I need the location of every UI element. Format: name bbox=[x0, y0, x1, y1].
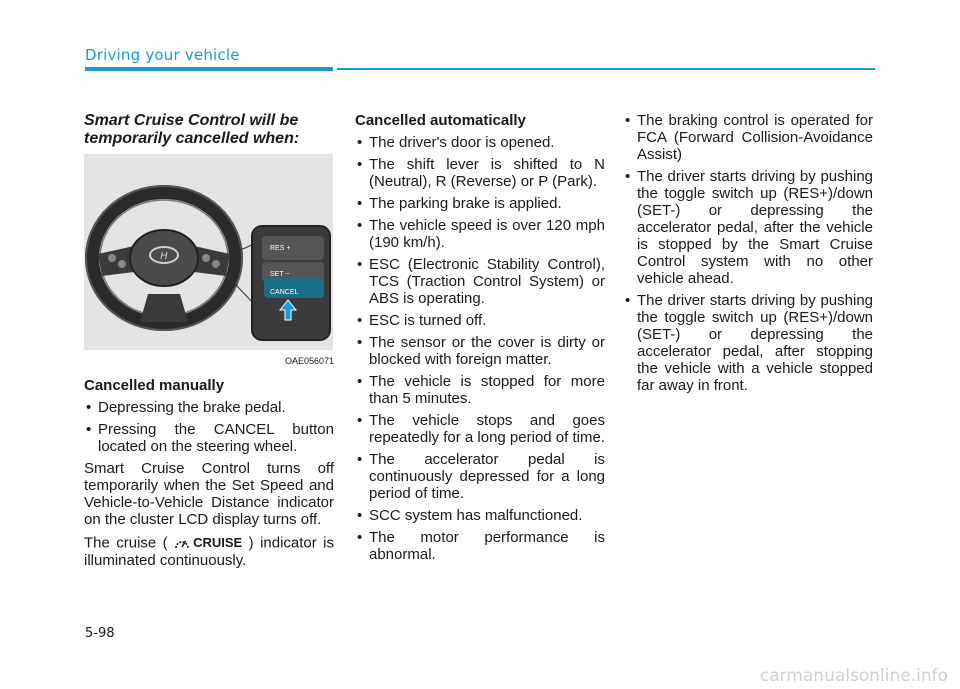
speedometer-icon bbox=[174, 536, 190, 550]
switch-label-res: RES + bbox=[270, 245, 291, 252]
list-item: • The vehicle stops and goes repeatedly for a long period of time. bbox=[355, 412, 605, 446]
list-item: • SCC system has malfunctioned. bbox=[355, 507, 605, 524]
list-item: • The shift lever is shifted to N (Neutral), R (Reverse) or P (Park). bbox=[355, 156, 605, 190]
paragraph-text: ) indicator is illuminated continuously. bbox=[84, 534, 335, 569]
page-number: 5-98 bbox=[85, 626, 115, 641]
list-item: • The motor performance is abnormal. bbox=[355, 529, 605, 563]
subheading-manual: Cancelled manually bbox=[84, 377, 225, 394]
list-item: • The vehicle speed is over 120 mph (190 km/h). bbox=[355, 217, 605, 251]
list-item: • The driver starts driving by pushing the toggle switch up (RES+)/down (SET-) or depressing the accelerator pedal, after stopping the vehicle with a vehicle stopped far away in front. bbox=[623, 292, 873, 394]
paragraph-indicator bbox=[84, 534, 334, 569]
header-rule bbox=[337, 68, 875, 70]
column-middle bbox=[355, 112, 605, 568]
watermark: carmanualsonline.info bbox=[759, 666, 948, 686]
manual-list bbox=[84, 399, 334, 455]
subheading-automatic: Cancelled automatically bbox=[355, 112, 526, 129]
automatic-list-continued bbox=[623, 112, 873, 394]
cruise-indicator bbox=[174, 534, 242, 551]
svg-text:H: H bbox=[160, 251, 168, 262]
list-item: • ESC (Electronic Stability Control), TCS (Traction Control System) or ABS is operating. bbox=[355, 256, 605, 307]
list-item: • The parking brake is applied. bbox=[355, 195, 605, 212]
column-left bbox=[84, 112, 334, 575]
switch-label-set: SET − bbox=[270, 271, 290, 278]
list-item: • The driver starts driving by pushing the toggle switch up (RES+)/down (SET-) or depressing the accelerator pedal, after the vehicle is stopped by the Smart Cruise Control system with no other vehicle ahead. bbox=[623, 168, 873, 287]
list-item: • The sensor or the cover is dirty or blocked with foreign matter. bbox=[355, 334, 605, 368]
automatic-list bbox=[355, 134, 605, 563]
list-item: • Pressing the CANCEL button located on the steering wheel. bbox=[84, 421, 334, 455]
paragraph-text: The cruise ( bbox=[84, 534, 168, 552]
list-item: • The braking control is operated for FCA (Forward Collision-Avoidance Assist) bbox=[623, 112, 873, 163]
steering-wheel-illustration bbox=[84, 154, 333, 350]
section-title: Driving your vehicle bbox=[85, 46, 240, 64]
header-rule-accent bbox=[85, 67, 333, 71]
list-item: • ESC is turned off. bbox=[355, 312, 605, 329]
steering-wheel-figure bbox=[84, 154, 333, 350]
figure-caption: OAE056071 bbox=[284, 356, 334, 366]
column-right bbox=[623, 112, 873, 399]
section-heading: Smart Cruise Control will be temporarily cancelled when: bbox=[84, 112, 300, 147]
list-item: • The vehicle is stopped for more than 5 minutes. bbox=[355, 373, 605, 407]
list-item: • Depressing the brake pedal. bbox=[84, 399, 334, 416]
switch-label-cancel: CANCEL bbox=[270, 289, 299, 296]
paragraph: Smart Cruise Control turns off temporarily when the Set Speed and Vehicle-to-Vehicle Distance indicator on the cluster LCD display turns off. bbox=[84, 460, 334, 528]
list-item: • The driver's door is opened. bbox=[355, 134, 605, 151]
list-item: • The accelerator pedal is continuously depressed for a long period of time. bbox=[355, 451, 605, 502]
cruise-label: CRUISE bbox=[193, 535, 243, 550]
